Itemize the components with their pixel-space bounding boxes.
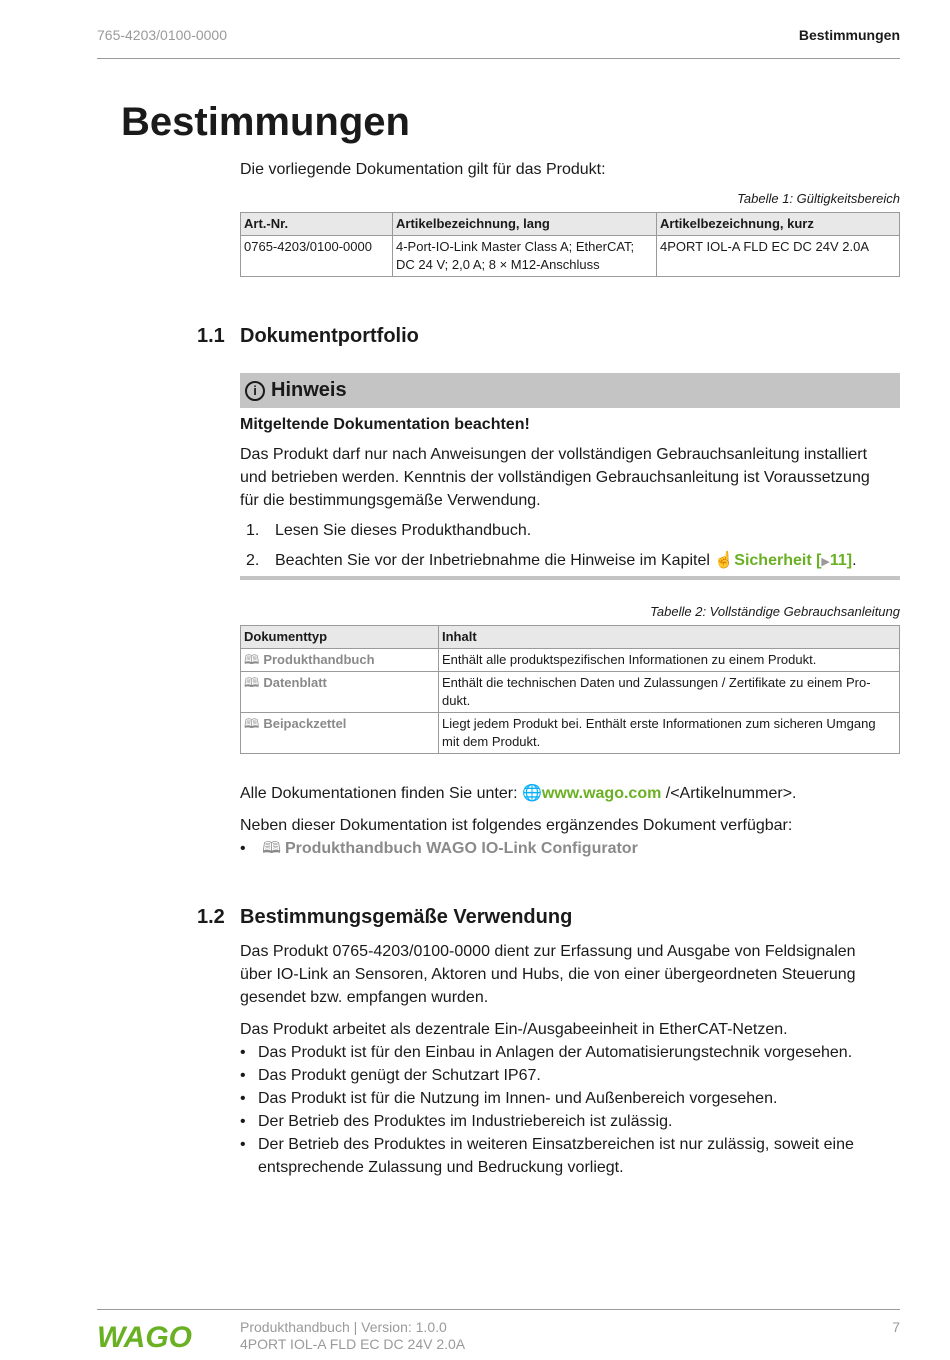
content-line: mit dem Produkt.	[442, 734, 541, 749]
page-number: 7	[892, 1319, 900, 1335]
doc-type-link[interactable]: Produkthandbuch	[263, 652, 375, 667]
table-header-row	[241, 213, 900, 236]
table-cell-art-nr: 0765-4203/0100-0000	[241, 236, 393, 277]
doc-type-link[interactable]: Beipackzettel	[263, 716, 347, 731]
table2-caption: Tabelle 2: Vollständige Gebrauchsanleitung	[650, 604, 900, 619]
usage-bullet-item: Der Betrieb des Produktes im Industriebereich ist zulässig.	[258, 1113, 673, 1130]
table-cell-long-name	[393, 236, 657, 277]
usage-bullet-item: Das Produkt ist für den Einbau in Anlagen der Automatisierungstechnik vorgesehen.	[258, 1044, 853, 1061]
table-header-cell: Artikelbezeichnung, kurz	[657, 213, 900, 236]
bullet-icon: •	[240, 1044, 246, 1061]
doc-type-cell[interactable]	[241, 713, 439, 754]
book-icon: 🕮	[244, 675, 260, 690]
step-end: .	[852, 552, 857, 569]
step-text: Beachten Sie vor der Inbetriebnahme die Hinweise im Kapitel	[275, 552, 710, 569]
usage-text-line: Das Produkt 0765-4203/0100-0000 dient zur Erfassung und Ausgabe von Feldsignalen	[240, 943, 856, 960]
table-header-cell: Dokumenttyp	[241, 626, 439, 649]
table-header-cell: Inhalt	[439, 626, 900, 649]
doc-content-cell	[439, 649, 900, 672]
header-doc-number: 765-4203/0100-0000	[97, 27, 228, 43]
usage-bullet-item: Das Produkt genügt der Schutzart IP67.	[258, 1067, 541, 1084]
page-arrow-icon: ▶	[821, 556, 830, 568]
page-title: Bestimmungen	[121, 100, 410, 144]
table-header-row	[241, 626, 900, 649]
table-row	[241, 236, 900, 277]
table-row	[241, 672, 900, 713]
page-reference-link[interactable]: 11]	[829, 552, 853, 569]
all-docs-suffix: /<Artikelnummer>.	[665, 785, 797, 802]
content-line: Enthält die technischen Daten und Zulassungen / Zertifikate zu einem Pro-	[442, 675, 871, 690]
table-cell-short-name: 4PORT IOL-A FLD EC DC 24V 2.0A	[657, 236, 900, 277]
content-line: Liegt jedem Produkt bei. Enthält erste Informationen zum sicheren Umgang	[442, 716, 876, 731]
section-number: 1.1	[197, 325, 225, 347]
configurator-manual-link[interactable]: Produkthandbuch WAGO IO-Link Configurator	[284, 840, 638, 857]
table-row	[241, 649, 900, 672]
section-heading: Bestimmungsgemäße Verwendung	[240, 906, 573, 928]
section-heading: Dokumentportfolio	[240, 325, 419, 347]
note-text-line: für die bestimmungsgemäße Verwendung.	[240, 492, 541, 509]
usage-text-line: über IO-Link an Sensoren, Aktoren und Hubs, die von einer übergeordneten Steuerung	[240, 966, 856, 983]
table-row	[241, 713, 900, 754]
content-line: dukt.	[442, 693, 471, 708]
all-docs-line	[240, 782, 796, 805]
step-text-with-link	[275, 549, 857, 574]
header-section-title: Bestimmungen	[798, 27, 900, 43]
bullet-icon: •	[240, 1067, 246, 1084]
step-number: 1.	[246, 522, 260, 539]
note-text-line: und betrieben werden. Kenntnis der vollständigen Gebrauchsanleitung ist Voraussetzung	[240, 469, 870, 486]
validity-table	[240, 212, 900, 277]
book-icon: 🕮	[244, 652, 260, 667]
usage-bullet-item: Der Betrieb des Produktes in weiteren Einsatzbereichen ist nur zulässig, soweit eine	[258, 1136, 854, 1153]
footer-manual-version: Produkthandbuch | Version: 1.0.0	[240, 1319, 447, 1335]
footer-product-name: 4PORT IOL-A FLD EC DC 24V 2.0A	[240, 1336, 466, 1352]
globe-icon: 🌐	[521, 785, 542, 802]
wago-logo	[97, 1320, 193, 1352]
wago-website-link[interactable]: www.wago.com	[541, 785, 662, 802]
usage-bullet-continuation: entsprechende Zulassung und Bedruckung vorliegt.	[258, 1159, 624, 1176]
note-title: Hinweis	[271, 379, 347, 401]
content-line: Enthält alle produktspezifischen Informationen zu einem Produkt.	[442, 652, 817, 667]
long-name-line: 4-Port-IO-Link Master Class A; EtherCAT;	[396, 239, 635, 254]
doc-type-cell[interactable]	[241, 672, 439, 713]
book-icon: 🕮	[262, 840, 281, 857]
supplement-text: Neben dieser Dokumentation ist folgendes ergänzendes Dokument verfügbar:	[240, 817, 793, 834]
table-header-cell: Artikelbezeichnung, lang	[393, 213, 657, 236]
bullet-icon: •	[240, 840, 246, 857]
intro-text: Die vorliegende Dokumentation gilt für das Produkt:	[240, 161, 606, 178]
section-number: 1.2	[197, 906, 225, 928]
bullet-icon: •	[240, 1090, 246, 1107]
doc-content-cell	[439, 672, 900, 713]
bullet-icon: •	[240, 1113, 246, 1130]
usage-text-line: gesendet bzw. empfangen wurden.	[240, 989, 489, 1006]
wago-logo-graphic	[97, 1320, 193, 1352]
table1-caption: Tabelle 1: Gültigkeitsbereich	[737, 191, 900, 206]
note-bottom-rule	[240, 576, 900, 580]
hand-pointer-icon: ☝	[714, 552, 735, 569]
footer-divider	[97, 1309, 900, 1310]
usage-paragraph: Das Produkt arbeitet als dezentrale Ein-/Ausgabeeinheit in EtherCAT-Netzen.	[240, 1021, 788, 1038]
table-header-cell: Art.-Nr.	[241, 213, 393, 236]
step-text: Lesen Sie dieses Produkthandbuch.	[275, 522, 532, 539]
doc-type-link[interactable]: Datenblatt	[263, 675, 327, 690]
bullet-icon: •	[240, 1136, 246, 1153]
doc-type-cell[interactable]	[241, 649, 439, 672]
supplement-item	[240, 837, 638, 860]
doc-content-cell	[439, 713, 900, 754]
usage-bullet-item: Das Produkt ist für die Nutzung im Innen- und Außenbereich vorgesehen.	[258, 1090, 778, 1107]
all-docs-prefix: Alle Dokumentationen finden Sie unter:	[240, 785, 518, 802]
note-text-line: Das Produkt darf nur nach Anweisungen der vollständigen Gebrauchsanleitung installiert	[240, 446, 868, 463]
info-icon: i	[245, 381, 265, 401]
book-icon: 🕮	[244, 716, 260, 731]
step-number: 2.	[246, 552, 260, 569]
logo-text: WAGO	[97, 1321, 192, 1352]
header-divider	[97, 58, 900, 59]
long-name-line: DC 24 V; 2,0 A; 8 × M12-Anschluss	[396, 257, 600, 272]
documentation-table	[240, 625, 900, 754]
note-subtitle: Mitgeltende Dokumentation beachten!	[240, 416, 530, 433]
safety-chapter-link[interactable]: Sicherheit [	[734, 552, 822, 569]
